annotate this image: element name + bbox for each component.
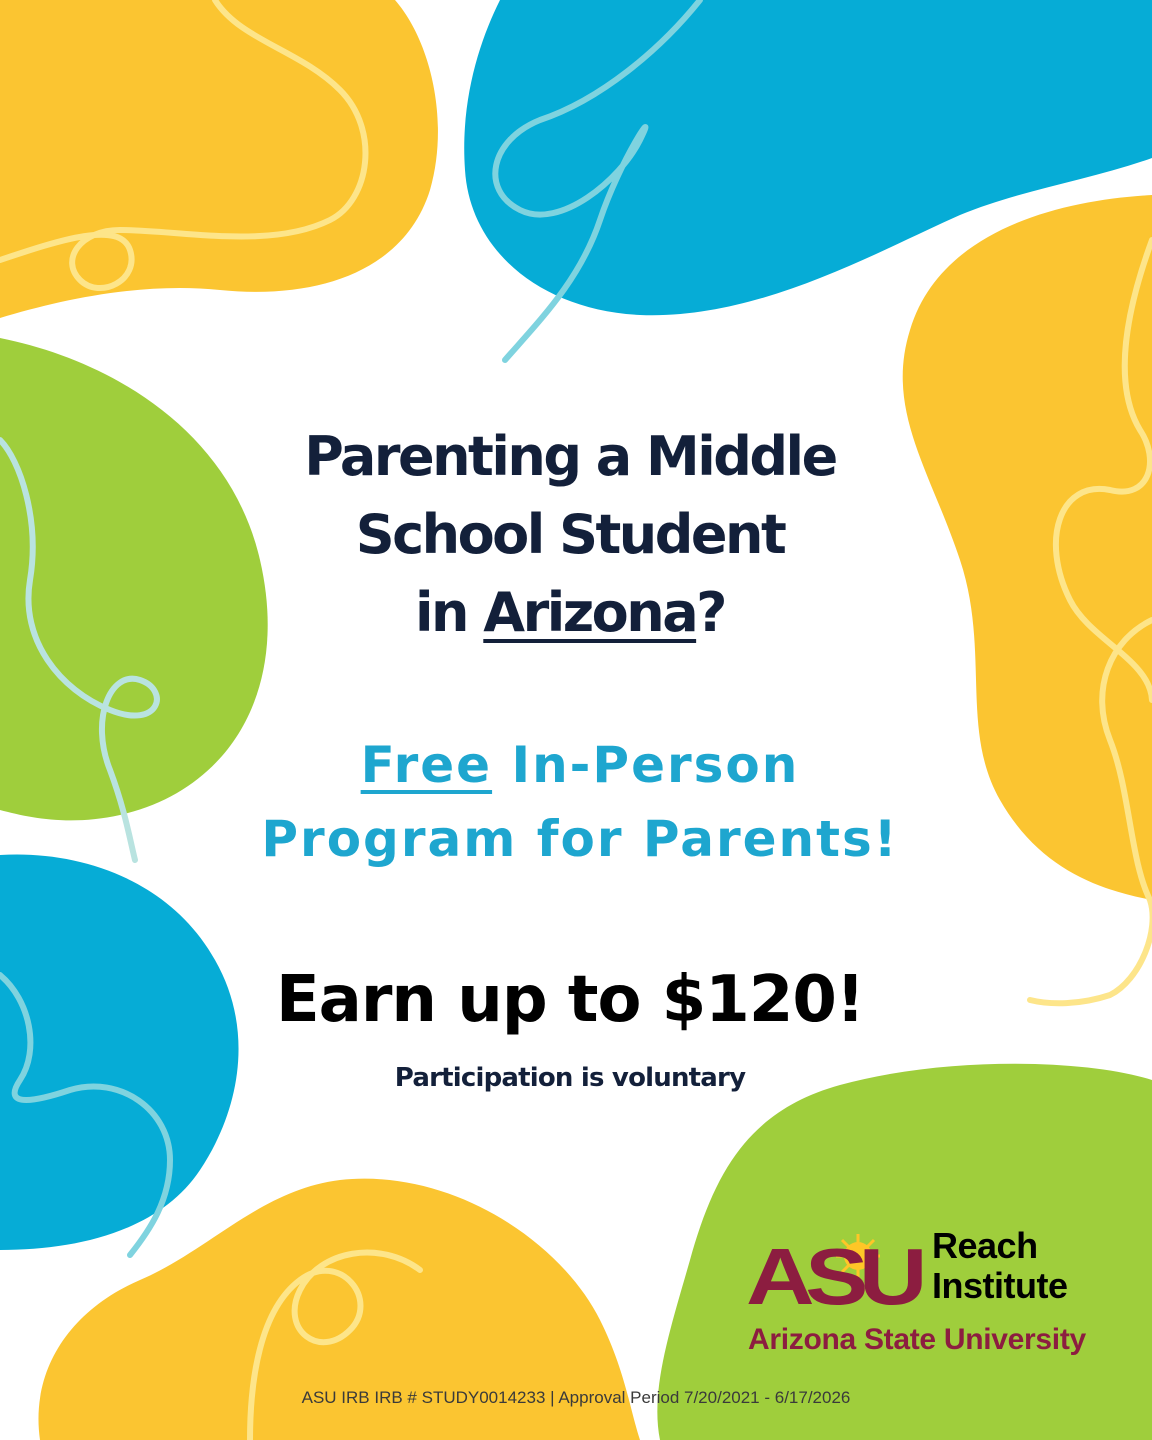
headline [200,418,940,652]
reach-line-2: Institute [932,1265,1068,1306]
earn-incentive-text: Earn up to $120! [275,963,865,1037]
arizona-state-university-name: Arizona State University [748,1323,1086,1356]
subhead-line-1 [160,728,1000,802]
asu-reach-institute-logo [746,1226,1126,1366]
voluntary-participation-note: Participation is voluntary [394,1063,746,1093]
headline-arizona-emphasis: Arizona [483,581,697,644]
headline-line-2: School Student [355,503,785,566]
asu-wordmark: ASU [746,1234,922,1308]
reach-institute-wordmark [932,1226,1132,1306]
headline-line-3 [200,574,940,652]
subhead-line-2: Program for Parents! [261,810,899,868]
program-subhead [160,728,1000,876]
subhead-line-1-rest: In-Person [492,736,800,794]
headline-line-3-prefix: in [415,581,484,644]
asu-sunburst-logo-icon [746,1234,924,1308]
headline-line-3-suffix: ? [696,581,725,644]
subhead-free-emphasis: Free [360,736,493,794]
reach-line-1: Reach [932,1225,1038,1266]
irb-approval-notice: ASU IRB IRB # STUDY0014233 | Approval Period 7/20/2021 - 6/17/2026 [301,1388,851,1407]
headline-line-1: Parenting a Middle [304,425,836,488]
